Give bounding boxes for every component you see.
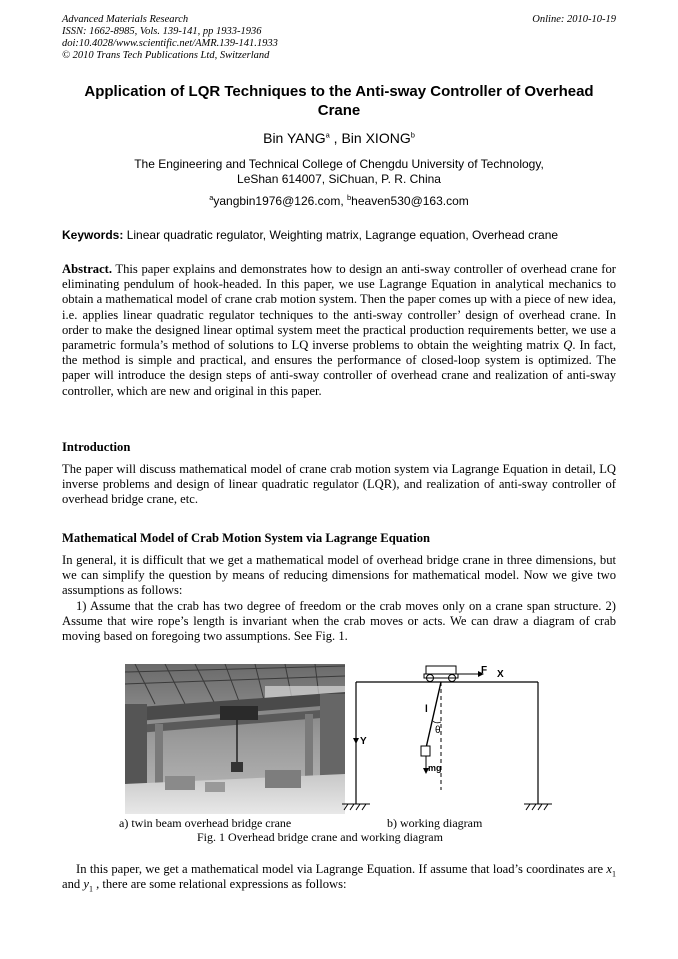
journal-header (62, 14, 278, 62)
section-heading-introduction: Introduction (62, 440, 131, 454)
author-name: Bin YANG (263, 130, 326, 146)
author-superscript: b (410, 130, 415, 140)
authors (62, 130, 616, 146)
subscript: 1 (612, 869, 616, 879)
email-link[interactable]: yangbin1976@126.com, (213, 194, 344, 208)
online-date: Online: 2010-10-19 (532, 14, 616, 25)
email-link[interactable]: heaven530@163.com (351, 194, 469, 208)
author-name: Bin XIONG (341, 130, 411, 146)
affiliation (62, 157, 616, 187)
affiliation-line: The Engineering and Technical College of Chengdu University of Technology, (134, 157, 544, 171)
subscript: 1 (88, 884, 93, 894)
closing-paragraph (62, 862, 616, 892)
keywords-label: Keywords: (62, 228, 124, 242)
angle-label: θ (435, 725, 441, 736)
force-label: F (481, 665, 488, 676)
abstract-text: . In fact, the method is simple and practical, and ensures the performance of closed-loop system is optimized. The paper will introduce the design steps of anti-sway controller of overhead crane and realization of anti-sway controller, which are new and original in this paper. (62, 338, 616, 398)
model-paragraph: In general, it is difficult that we get a mathematical model of overhead bridge crane in three dimensions, but we can simplify the question by means of reducing dimensions for mathematical model. Now we give two assumptions as follows: (62, 553, 616, 598)
variable-y: y (83, 877, 89, 892)
introduction-text: The paper will discuss mathematical model of crane crab motion system via Lagrange Equation in detail, LQ inverse problems and design of linear quadratic regulator (LQR), and realization of anti-sway controller of overhead bridge crane, etc. (62, 462, 616, 507)
gravity-label: mg (428, 763, 442, 773)
x-axis-label: X (497, 669, 504, 680)
abstract (62, 262, 616, 399)
email-superscript: a (209, 193, 214, 202)
figure-subcaption-a: a) twin beam overhead bridge crane (119, 816, 292, 830)
conjunction: and (62, 877, 81, 892)
closing-text: In this paper, we get a mathematical model via Lagrange Equation. If assume that load’s coordinates are (76, 862, 604, 876)
working-diagram (340, 660, 560, 820)
keywords (62, 228, 616, 242)
y-axis-label: Y (360, 736, 367, 747)
author-separator: , (329, 130, 342, 146)
emails (62, 194, 616, 208)
abstract-text: This paper explains and demonstrates how to design an anti-sway controller of overhead crane for eliminating pendulum of hook-headed. In this paper, we use Lagrange Equation in analytical mechanics to obtain a mathematical model of crane crab motion system. Then the paper comes up with a piece of new idea, i.e. applies linear quadratic regulator techniques to the anti-sway controller’ design of overhead crane. In order to make the designed linear optimal system meet the practical production requirements better, we use a parametric formula’s method of solutions to LQ inverse problems to obtain the weighting matrix (62, 262, 616, 353)
variable-x: x (606, 862, 612, 876)
doi-line: doi:10.4028/www.scientific.net/AMR.139-141.1933 (62, 38, 278, 49)
matrix-symbol: Q (563, 338, 573, 353)
figure-caption: Fig. 1 Overhead bridge crane and working diagram (197, 830, 443, 844)
email-superscript: b (347, 193, 352, 202)
abstract-label: Abstract. (62, 262, 113, 276)
paper-title: Application of LQR Techniques to the Anti-sway Controller of Overhead Crane (84, 83, 594, 119)
journal-name: Advanced Materials Research (62, 14, 189, 25)
section-heading-model: Mathematical Model of Crab Motion System via Lagrange Equation (62, 531, 430, 545)
copyright-line: © 2010 Trans Tech Publications Ltd, Switzerland (62, 50, 270, 61)
keywords-text: Linear quadratic regulator, Weighting matrix, Lagrange equation, Overhead crane (126, 228, 559, 242)
rope-length-label: l (425, 704, 428, 715)
issn-line: ISSN: 1662-8985, Vols. 139-141, pp 1933-1936 (62, 26, 262, 37)
model-paragraph: 1) Assume that the crab has two degree of freedom or the crab moves only on a crane span structure. 2) Assume that wire rope’s length is invariant when the crab moves or acts. We can draw a diagram of crab moving based on foregoing two assumptions. See Fig. 1. (62, 599, 616, 644)
figure-subcaption-b: b) working diagram (387, 816, 483, 830)
crane-photo (125, 664, 345, 814)
author-superscript: a (325, 130, 330, 140)
closing-text: , there are some relational expressions as follows: (96, 877, 347, 892)
affiliation-line: LeShan 614007, SiChuan, P. R. China (237, 172, 441, 186)
